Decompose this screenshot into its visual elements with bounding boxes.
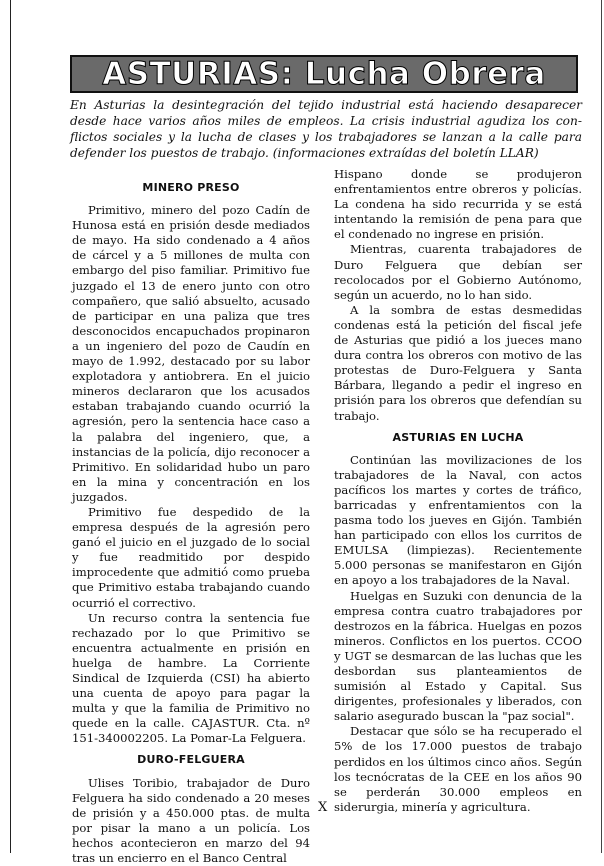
page-edge-right [601, 0, 602, 853]
page-marker: X [318, 800, 328, 815]
section-heading-duro-felguera: DURO-FELGUERA [137, 753, 245, 767]
paragraph: Destacar que sólo se ha recuperado el 5% de los 17.000 puestos de trabajo perdidos en los últimos cinco años. Según los tecnócratas de la CEE en los años 90 se perderán 30.000 empleos en siderurgia, minería y agricultura. [334, 724, 582, 814]
section-heading-asturias-en-lucha: ASTURIAS EN LUCHA [392, 430, 524, 444]
page-title: ASTURIAS: Lucha Obrera [102, 56, 546, 92]
paragraph: Primitivo, minero del pozo Cadín de Hunosa está en prisión desde mediados de mayo. Ha sido condenado a 4 años de cárcel y a 5 millones de multa con embargo del piso familiar. Primitivo fue juzgado el 13 de enero junto con otro compañero, que salió absuelto, acusado de participar en una paliza que tres desconocidos encapuchados propinaron a un ingeniero del pozo de Caudín en mayo de 1.992, destacado por su labor explotadora y antiobrera. En el juicio mineros declararon que los acusados estaban trabajando cuando ocurrió la agresión, pero la sentencia hace caso a la palabra del ingeniero, que, a instancias de la policía, dijo reconocer a Primitivo. En solidaridad hubo un paro en la mina y concentración en los juzgados. [72, 203, 310, 504]
paragraph: Un recurso contra la sentencia fue rechazado por lo que Primitivo se encuentra actualmente en prisión en huelga de hambre. La Corriente Sindical de Izquierda (CSI) ha abierto una cuenta de apoyo para pagar la multa y que la familia de Primitivo no quede en la calle. CAJASTUR. Cta. nº 151-340002205. La Pomar-La Felguera. [72, 610, 310, 746]
column-right [334, 167, 582, 815]
paragraph: Continúan las movilizaciones de los trabajadores de la Naval, con actos pacíficos los martes y cortes de tráfico, barricadas y enfrentamientos con la pasma todo los jueves en Gijón. También han participado con ellos los curritos de EMULSA (limpiezas). Recientemente 5.000 personas se manifestaron en Gijón en apoyo a los trabajadores de la Naval. [334, 452, 582, 588]
column-left [72, 172, 310, 866]
title-banner [70, 55, 578, 93]
page-edge-left [10, 0, 11, 853]
paragraph: A la sombra de estas desmedidas condenas está la petición del fiscal jefe de Asturias que pidió a los jueces mano dura contra los obreros con motivo de las protestas de Duro-Felguera y Santa Bárbara, llegando a pedir el ingreso en prisión para los obreros que defendían su trabajo. [334, 302, 582, 423]
section-heading-minero-preso: MINERO PRESO [142, 181, 240, 194]
paragraph: Mientras, cuarenta trabajadores de Duro Felguera que debían ser recolocados por el Gobierno Autónomo, según un acuerdo, no lo han sido. [334, 242, 582, 302]
intro-paragraph: En Asturias la desintegración del tejido industrial está haciendo desaparecer desde hace varios años miles de empleos. La crisis industrial agudiza los con- flictos sociales y la lucha de clases y los trabajadores se lanzan a la calle para defender los puestos de trabajo. (informaciones extraídas del boletín LLAR) [70, 98, 582, 160]
paragraph: Primitivo fue despedido de la empresa después de la agresión pero ganó el juicio en el juzgado de lo social y fue readmitido por despido improcedente que admitió como prueba que Primitivo estaba trabajando cuando ocurrió el correctivo. [72, 504, 310, 610]
paragraph: Huelgas en Suzuki con denuncia de la empresa contra cuatro trabajadores por destrozos en la fábrica. Huelgas en pozos mineros. Conflictos en los puertos. CCOO y UGT se desmarcan de las luchas que les desbordan sus planteamientos de sumisión al Estado y Capital. Sus dirigentes, profesionales y liberados, con salario asegurado buscan la "paz social". [334, 588, 582, 724]
paragraph-continued: Hispano donde se produjeron enfrentamientos entre obreros y policías. La condena ha sido recurrida y se está intentando la remisión de pena para que el condenado no ingrese en prisión. [334, 167, 582, 242]
paragraph: Ulises Toribio, trabajador de Duro Felguera ha sido condenado a 20 meses de prisión y a 450.000 ptas. de multa por pisar la mano a un policía. Los hechos acontecieron en marzo del 94 tras un encierro en el Banco Central [72, 775, 310, 866]
